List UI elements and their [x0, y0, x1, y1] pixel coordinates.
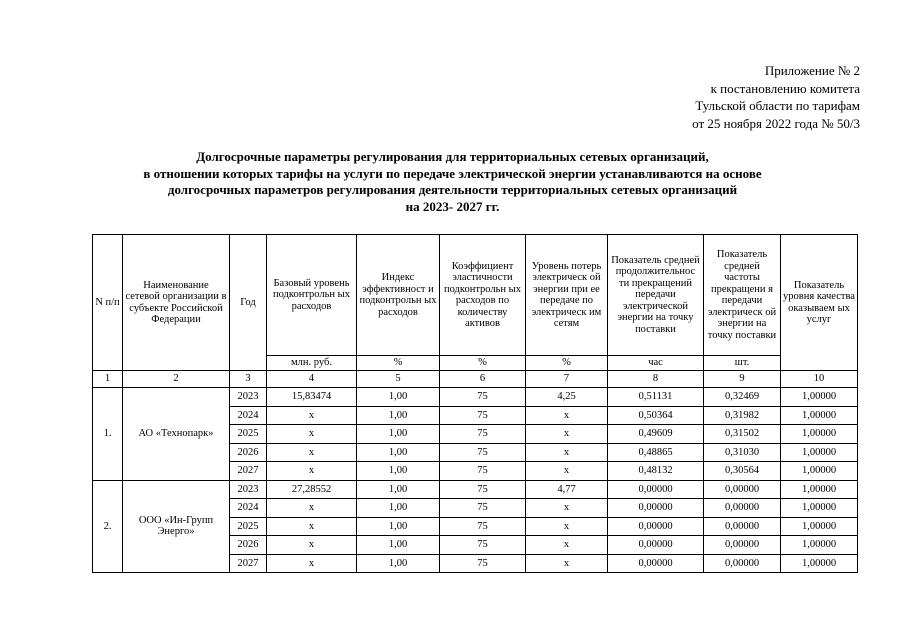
value-cell: x [526, 425, 608, 444]
value-cell: 15,83474 [267, 388, 357, 407]
header-cell: Показатель уровня качества оказываем ых услуг [781, 235, 858, 371]
header-cell: Показатель средней продолжительнос ти прекращений передачи электрической энергии на точку поставки [608, 235, 704, 356]
value-cell: 75 [440, 517, 526, 536]
appendix-line: Тульской области по тарифам [695, 98, 860, 113]
year-cell: 2024 [230, 499, 267, 518]
value-cell: 1,00000 [781, 406, 858, 425]
value-cell: 1,00000 [781, 517, 858, 536]
column-number-row [93, 371, 858, 388]
year-cell: 2027 [230, 554, 267, 573]
value-cell: 1,00 [357, 406, 440, 425]
value-cell: 1,00 [357, 554, 440, 573]
value-cell: 0,31030 [704, 443, 781, 462]
column-number: 8 [608, 371, 704, 388]
year-cell: 2027 [230, 462, 267, 481]
value-cell: 0,00000 [608, 554, 704, 573]
value-cell: 0,50364 [608, 406, 704, 425]
value-cell: 0,00000 [704, 517, 781, 536]
value-cell: x [267, 406, 357, 425]
header-cell: Наименование сетевой организации в субъекте Российской Федерации [123, 235, 230, 371]
value-cell: 1,00 [357, 499, 440, 518]
appendix-line: к постановлению комитета [710, 80, 860, 96]
unit-cell: шт. [704, 356, 781, 371]
header-cell: Базовый уровень подконтрольн ых расходов [267, 235, 357, 356]
value-cell: 75 [440, 536, 526, 555]
value-cell: 1,00 [357, 388, 440, 407]
value-cell: 0,31502 [704, 425, 781, 444]
value-cell: 4,25 [526, 388, 608, 407]
value-cell: x [267, 536, 357, 555]
year-cell: 2025 [230, 517, 267, 536]
value-cell: 1,00000 [781, 388, 858, 407]
value-cell: x [526, 499, 608, 518]
value-cell: 1,00 [357, 517, 440, 536]
column-number: 4 [267, 371, 357, 388]
title-line: Долгосрочные параметры регулирования для территориальных сетевых организаций, [196, 149, 709, 164]
value-cell: 1,00 [357, 480, 440, 499]
year-cell: 2023 [230, 388, 267, 407]
value-cell: 1,00 [357, 536, 440, 555]
value-cell: 0,00000 [608, 499, 704, 518]
value-cell: x [267, 425, 357, 444]
value-cell: 75 [440, 388, 526, 407]
value-cell: 75 [440, 480, 526, 499]
header-cell: Коэффициент эластичности подконтрольн ых расходов по количеству активов [440, 235, 526, 356]
value-cell: 0,00000 [704, 554, 781, 573]
table-row [93, 480, 858, 499]
value-cell: x [267, 499, 357, 518]
org-number: 2. [93, 480, 123, 573]
year-cell: 2026 [230, 443, 267, 462]
table-row [93, 388, 858, 407]
value-cell: 27,28552 [267, 480, 357, 499]
value-cell: x [267, 517, 357, 536]
value-cell: 0,00000 [704, 536, 781, 555]
title-line: в отношении которых тарифы на услуги по передаче электрической энергии устанавливаются на основе [143, 165, 762, 181]
value-cell: 75 [440, 554, 526, 573]
title-line: долгосрочных параметров регулирования деятельности территориальных сетевых организаций [167, 182, 738, 197]
appendix-block [692, 62, 860, 132]
unit-cell: час [608, 356, 704, 371]
value-cell: 75 [440, 443, 526, 462]
year-cell: 2025 [230, 425, 267, 444]
header-row [93, 235, 858, 356]
year-cell: 2023 [230, 480, 267, 499]
value-cell: 0,51131 [608, 388, 704, 407]
value-cell: 0,00000 [704, 499, 781, 518]
value-cell: x [267, 462, 357, 481]
unit-cell: % [357, 356, 440, 371]
column-number: 6 [440, 371, 526, 388]
unit-cell: % [440, 356, 526, 371]
value-cell: 1,00 [357, 425, 440, 444]
value-cell: 75 [440, 462, 526, 481]
header-cell: N п/п [93, 235, 123, 371]
year-cell: 2026 [230, 536, 267, 555]
org-name: ООО «Ин-Групп Энерго» [123, 480, 230, 573]
value-cell: 75 [440, 499, 526, 518]
value-cell: x [267, 554, 357, 573]
column-number: 7 [526, 371, 608, 388]
value-cell: 0,30564 [704, 462, 781, 481]
value-cell: 4,77 [526, 480, 608, 499]
value-cell: 0,00000 [704, 480, 781, 499]
column-number: 3 [230, 371, 267, 388]
header-cell: Показатель средней частоты прекращени я передачи электрическ ой энергии на точку поставки [704, 235, 781, 356]
value-cell: 1,00000 [781, 443, 858, 462]
value-cell: 0,48865 [608, 443, 704, 462]
header-cell: Год [230, 235, 267, 371]
appendix-line: от 25 ноября 2022 года № 50/3 [692, 115, 860, 131]
column-number: 1 [93, 371, 123, 388]
org-name: АО «Технопарк» [123, 388, 230, 481]
value-cell: 1,00000 [781, 536, 858, 555]
column-number: 9 [704, 371, 781, 388]
column-number: 2 [123, 371, 230, 388]
column-number: 10 [781, 371, 858, 388]
org-number: 1. [93, 388, 123, 481]
parameters-table [92, 234, 858, 573]
document-title [92, 149, 813, 215]
value-cell: x [526, 536, 608, 555]
unit-cell: % [526, 356, 608, 371]
year-cell: 2024 [230, 406, 267, 425]
value-cell: x [267, 443, 357, 462]
value-cell: 75 [440, 425, 526, 444]
value-cell: x [526, 554, 608, 573]
value-cell: 1,00000 [781, 554, 858, 573]
value-cell: 0,00000 [608, 536, 704, 555]
header-cell: Индекс эффективност и подконтрольн ых расходов [357, 235, 440, 356]
value-cell: 1,00000 [781, 425, 858, 444]
column-number: 5 [357, 371, 440, 388]
value-cell: 0,31982 [704, 406, 781, 425]
value-cell: 1,00000 [781, 462, 858, 481]
value-cell: x [526, 406, 608, 425]
value-cell: 0,32469 [704, 388, 781, 407]
value-cell: 0,49609 [608, 425, 704, 444]
value-cell: 75 [440, 406, 526, 425]
value-cell: 0,00000 [608, 480, 704, 499]
unit-cell: млн. руб. [267, 356, 357, 371]
value-cell: 0,48132 [608, 462, 704, 481]
title-line: на 2023- 2027 гг. [405, 198, 500, 214]
value-cell: 1,00 [357, 443, 440, 462]
value-cell: 1,00 [357, 462, 440, 481]
value-cell: x [526, 517, 608, 536]
value-cell: x [526, 462, 608, 481]
value-cell: 1,00000 [781, 499, 858, 518]
value-cell: 0,00000 [608, 517, 704, 536]
appendix-line: Приложение № 2 [764, 63, 860, 78]
value-cell: x [526, 443, 608, 462]
value-cell: 1,00000 [781, 480, 858, 499]
header-cell: Уровень потерь электрическ ой энергии при ее передаче по электрическ им сетям [526, 235, 608, 356]
